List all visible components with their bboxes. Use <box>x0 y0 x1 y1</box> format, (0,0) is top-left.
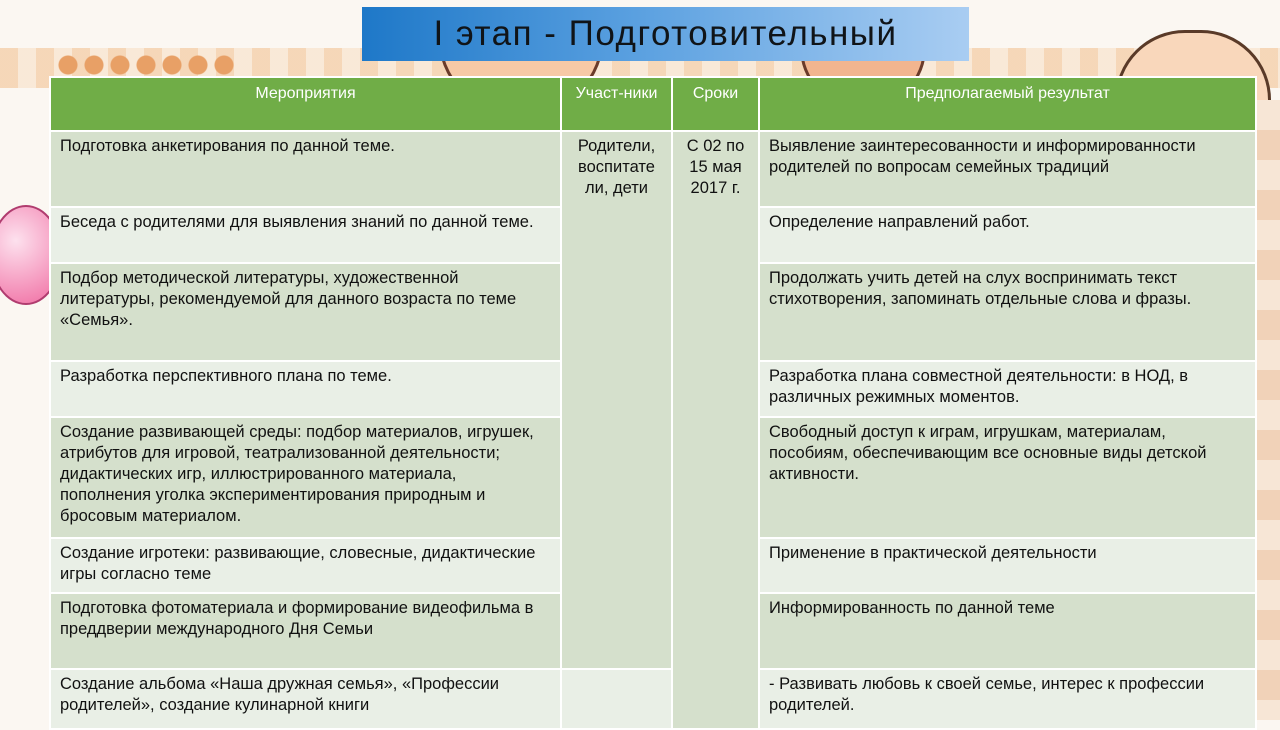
activity-cell: Подбор методической литературы, художественной литературы, рекомендуемой для данного возраста по теме «Семья». <box>50 263 561 361</box>
activity-cell: Беседа с родителями для выявления знаний по данной теме. <box>50 207 561 263</box>
table-row <box>50 669 1256 729</box>
background-ribbon <box>55 52 235 78</box>
header-result: Предполагаемый результат <box>759 77 1256 131</box>
participants-cell-empty <box>561 669 672 729</box>
table-header-row <box>50 77 1256 131</box>
result-cell: Определение направлений работ. <box>759 207 1256 263</box>
result-cell: Разработка плана совместной деятельности: в НОД, в различных режимных моментов. <box>759 361 1256 417</box>
activity-cell: Подготовка анкетирования по данной теме. <box>50 131 561 207</box>
background-side-decoration <box>1255 100 1280 720</box>
result-cell: Продолжать учить детей на слух воспринимать текст стихотворения, запоминать отдельные слова и фразы. <box>759 263 1256 361</box>
activity-cell: Разработка перспективного плана по теме. <box>50 361 561 417</box>
participants-cell: Родители, воспитате ли, дети <box>561 131 672 669</box>
dates-cell: С 02 по 15 мая 2017 г. <box>672 131 759 729</box>
activity-cell: Подготовка фотоматериала и формирование видеофильма в преддверии международного Дня Семьи <box>50 593 561 669</box>
header-participants: Участ-ники <box>561 77 672 131</box>
result-cell: Свободный доступ к играм, игрушкам, материалам, пособиям, обеспечивающим все основные виды детской активности. <box>759 417 1256 538</box>
result-cell: Выявление заинтересованности и информированности родителей по вопросам семейных традиций <box>759 131 1256 207</box>
activity-cell: Создание игротеки: развивающие, словесные, дидактические игры согласно теме <box>50 538 561 593</box>
slide-title-bar <box>362 7 969 61</box>
result-cell: Применение в практической деятельности <box>759 538 1256 593</box>
activity-cell: Создание развивающей среды: подбор материалов, игрушек, атрибутов для игровой, театрализованной деятельности; дидактических игр, иллюстрированного материала, пополнения уголка экспериментирования природным и бросовым материалом. <box>50 417 561 538</box>
result-cell: Информированность по данной теме <box>759 593 1256 669</box>
result-cell: - Развивать любовь к своей семье, интерес к профессии родителей. <box>759 669 1256 729</box>
activity-cell: Создание альбома «Наша дружная семья», «Профессии родителей», создание кулинарной книги <box>50 669 561 729</box>
header-activities: Мероприятия <box>50 77 561 131</box>
plan-table <box>49 76 1257 730</box>
table-row <box>50 131 1256 207</box>
header-dates: Сроки <box>672 77 759 131</box>
slide-title: I этап - Подготовительный <box>433 14 898 53</box>
